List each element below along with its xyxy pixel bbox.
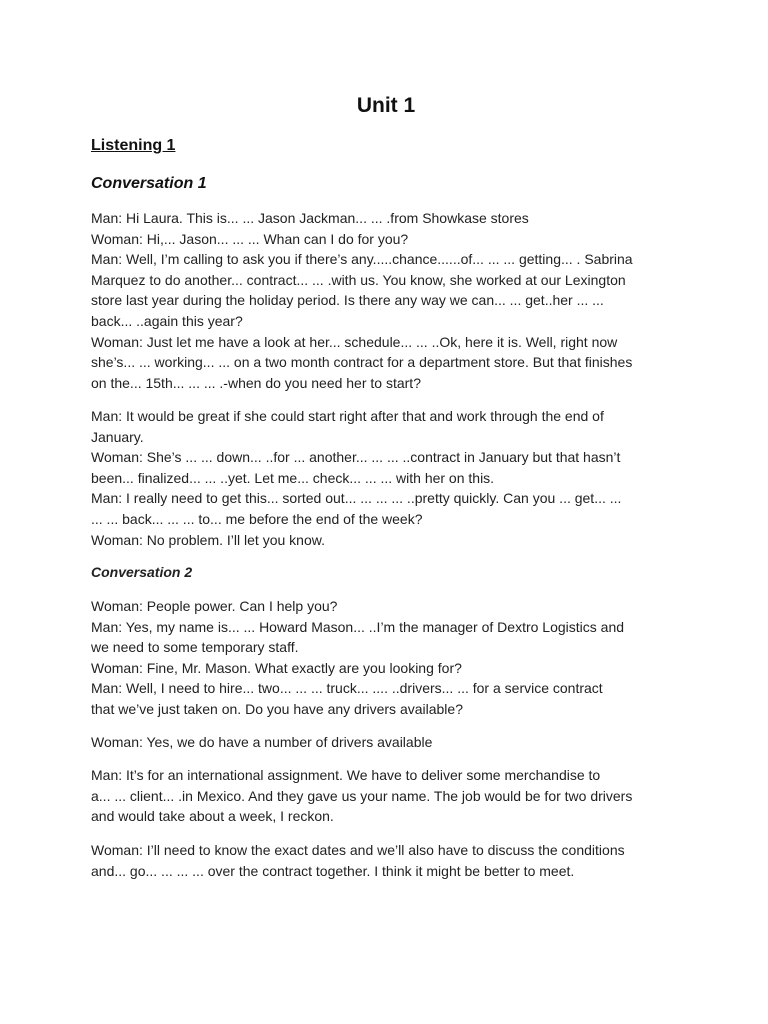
conversation-1-paragraph-2 xyxy=(91,406,681,550)
transcript-line: Man: Yes, my name is... ... Howard Mason... ..I’m the manager of Dextro Logistics and xyxy=(91,618,625,635)
transcript-line: been... finalized... ... ..yet. Let me... check... ... ... with her on this. xyxy=(91,469,495,486)
transcript-line: January. xyxy=(91,428,144,445)
transcript-line: a... ... client... .in Mexico. And they gave us your name. The job would be for two drivers xyxy=(91,787,633,804)
transcript-line: Woman: I’ll need to know the exact dates and we’ll also have to discuss the conditions xyxy=(91,842,625,858)
transcript-line: Man: Hi Laura. This is... ... Jason Jackman... ... .from Showkase stores xyxy=(91,210,529,226)
transcript-line: Man: I really need to get this... sorted out... ... ... ... ..pretty quickly. Can you ... get... ... xyxy=(91,490,622,507)
transcript-line: ... ... back... ... ... to... me before the end of the week? xyxy=(91,510,423,527)
transcript-line: that we’ve just taken on. Do you have any drivers available? xyxy=(91,700,463,717)
conversation-2-paragraph-3 xyxy=(91,765,681,827)
conversation-1-title: Conversation 1 xyxy=(91,175,207,192)
transcript-line: on the... 15th... ... ... .-when do you need her to start? xyxy=(91,374,421,391)
transcript-line: Man: Well, I’m calling to ask you if there’s any.....chance......of... ... ... getting... . Sabrina xyxy=(91,251,633,268)
transcript-line: Woman: People power. Can I help you? xyxy=(91,598,338,614)
transcript-line: Woman: She’s ... ... down... ..for ... another... ... ... ..contract in January but that hasn’t xyxy=(91,449,621,466)
conversation-2-paragraph-4 xyxy=(91,840,681,881)
transcript-line: and... go... ... ... ... over the contract together. I think it might be better to meet. xyxy=(91,862,575,879)
transcript-line: back... ..again this year? xyxy=(91,312,243,329)
conversation-1-paragraph-1 xyxy=(91,208,681,393)
listening-title: Listening 1 xyxy=(91,137,176,154)
transcript-line: we need to some temporary staff. xyxy=(91,639,299,656)
transcript-line: Man: Well, I need to hire... two... ... ... truck... .... ..drivers... ... for a service contract xyxy=(91,680,603,697)
transcript-line: and would take about a week, I reckon. xyxy=(91,808,334,825)
conversation-2-paragraph-2 xyxy=(91,732,681,753)
transcript-line: Woman: No problem. I’ll let you know. xyxy=(91,531,325,548)
transcript-line: Woman: Just let me have a look at her... schedule... ... ..Ok, here it is. Well, right now xyxy=(91,333,618,350)
transcript-line: Woman: Yes, we do have a number of drivers available xyxy=(91,734,433,750)
conversation-2-paragraph-1 xyxy=(91,596,681,720)
conversation-2-title: Conversation 2 xyxy=(91,564,193,580)
transcript-line: Man: It would be great if she could start right after that and work through the end of xyxy=(91,408,604,424)
transcript-line: store last year during the holiday period. Is there any way we can... ... get..her ... ... xyxy=(91,292,604,309)
unit-title: Unit 1 xyxy=(356,94,416,117)
transcript-line: she’s... ... working... ... on a two month contract for a department store. But that finishes xyxy=(91,354,633,371)
transcript-line: Man: It’s for an international assignment. We have to deliver some merchandise to xyxy=(91,767,601,783)
transcript-line: Woman: Fine, Mr. Mason. What exactly are you looking for? xyxy=(91,659,462,676)
transcript-line: Marquez to do another... contract... ... .with us. You know, she worked at our Lexington xyxy=(91,271,626,288)
transcript-line: Woman: Hi,... Jason... ... ... Whan can I do for you? xyxy=(91,230,409,247)
